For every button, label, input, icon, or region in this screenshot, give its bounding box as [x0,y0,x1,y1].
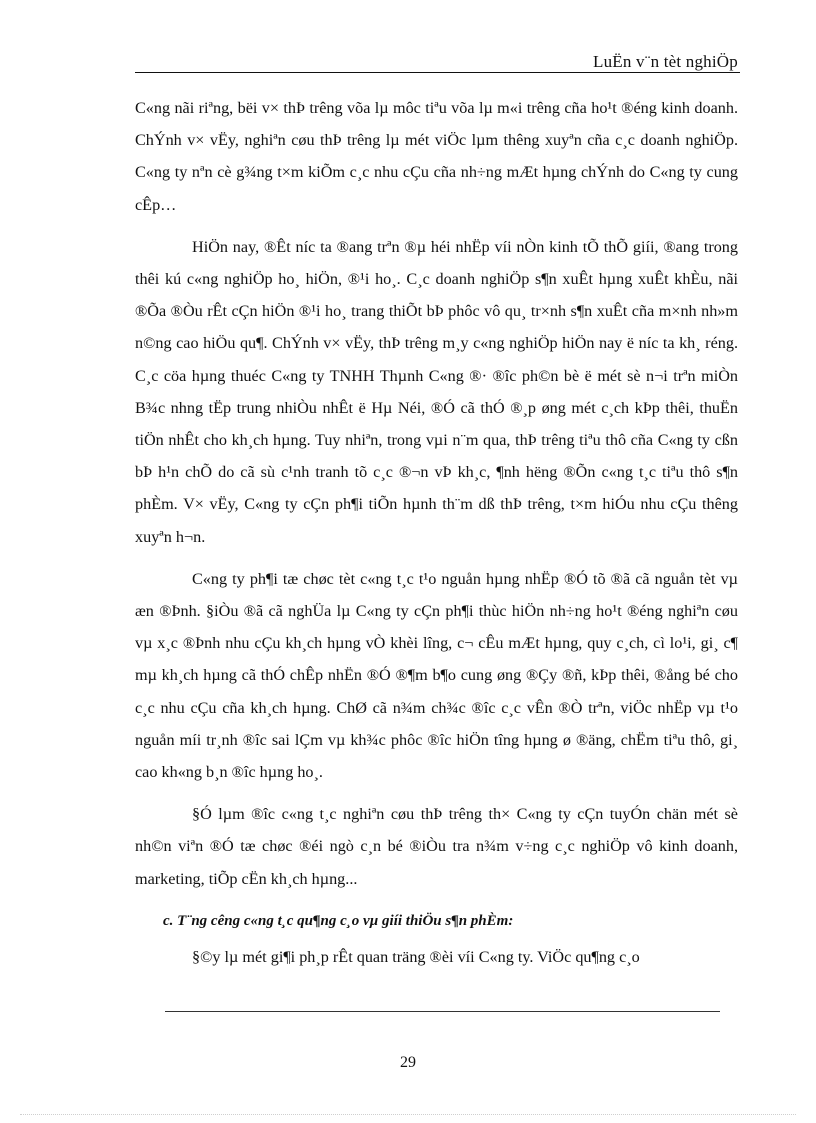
section-heading: c. T¨ng cêng c«ng t¸c qu¶ng c¸o vµ giíi thiÖu s¶n phÈm: [163,912,514,929]
paragraph-2: HiÖn nay, ®Êt níc ta ®ang trªn ®µ héi nhËp víi nÒn kinh tÕ thÕ giíi, ®ang trong thêi kú c«ng nghiÖp ho¸ hiÖn, ®¹i ho¸. C¸c doanh nghiÖp s¶n xuÊt hµng xuÊt khÈu, nãi ®Õa ®Òu rÊt cÇn hiÖn ®¹i ho¸ trang thiÕt bÞ phôc vô qu¸ tr×nh s¶n xuÊt cña m×nh nh»m n©ng cao hiÖu qu¶. ChÝnh v× vËy, thÞ trêng m¸y c«ng nghiÖp hiÖn nay ë níc ta kh¸ réng. C¸c cöa hµng thuéc C«ng ty TNHH Thµnh C«ng ®· ®îc ph©n bè ë mét sè n¬i trªn miÒn B¾c nhng tËp trung nhiÒu nhÊt ë Hµ Néi, ®Ó cã thÓ ®¸p øng mét c¸ch kÞp thêi, thuËn tiÖn nhÊt cho kh¸ch hµng. Tuy nhiªn, trong vµi n¨m qua, thÞ trêng tiªu thô cña C«ng ty cßn bÞ h¹n chÕ do cã sù c¹nh tranh tõ c¸c ®¬n vÞ kh¸c, ¶nh hëng ®Õn c«ng t¸c tiªu thô s¶n phÈm. V× vËy, C«ng ty cÇn ph¶i tiÕn hµnh th¨m dß thÞ trêng, t×m hiÓu nhu cÇu thêng xuyªn h¬n. [135,237,738,546]
footer-rule [165,1011,720,1012]
running-header-title: LuËn v¨n tèt nghiÖp [593,52,738,71]
header-rule [135,72,740,73]
paragraph-5: §©y lµ mét gi¶i ph¸p rÊt quan träng ®èi víi C«ng ty. ViÖc qu¶ng c¸o [192,948,640,967]
body-text [135,92,738,973]
page-edge-divider [20,1114,796,1115]
paragraph-4: §Ó lµm ®îc c«ng t¸c nghiªn cøu thÞ trêng th× C«ng ty cÇn tuyÓn chän mét sè nh©n viªn ®Ó tæ chøc ®éi ngò c¸n bé ®iÒu tra n¾m v÷ng c¸c nghiÖp vô kinh doanh, marketing, tiÕp cËn kh¸ch hµng... [135,805,738,888]
paragraph-1: C«ng nãi riªng, bëi v× thÞ trêng võa lµ môc tiªu võa lµ m«i trêng cña ho¹t ®éng kinh doanh. ChÝnh v× vËy, nghiªn cøu thÞ trêng lµ mét viÖc lµm thêng xuyªn cña c¸c doanh nghiÖp. C«ng ty nªn cè g¾ng t×m kiÕm c¸c nhu cÇu cña nh÷ng mÆt hµng chÝnh do C«ng ty cung cÊp… [135,99,738,214]
paragraph-3: C«ng ty ph¶i tæ chøc tèt c«ng t¸c t¹o nguån hµng nhËp ®Ó tõ ®ã cã nguån tèt vµ æn ®Þnh. §iÒu ®ã cã nghÜa lµ C«ng ty cÇn ph¶i thùc hiÖn nh÷ng ho¹t ®éng nghiªn cøu vµ x¸c ®Þnh nhu cÇu kh¸ch hµng vÒ khèi lîng, c¬ cÊu mÆt hµng, quy c¸ch, cì lo¹i, gi¸ c¶ mµ kh¸ch hµng cã thÓ chÊp nhËn ®Ó ®¶m b¶o cung øng ®Çy ®ñ, kÞp thêi, ®ång bé cho c¸c nhu cÇu cña kh¸ch hµng. ChØ cã n¾m ch¾c ®îc c¸c vÊn ®Ò trªn, viÖc nhËp vµ t¹o nguån míi tr¸nh ®îc sai lÇm vµ kh¾c phôc ®îc hiÖn tîng hµng ø ®äng, chËm tiªu thô, gi¸ cao kh«ng b¸n ®îc hµng ho¸. [135,569,738,782]
page-number: 29 [400,1054,416,1071]
